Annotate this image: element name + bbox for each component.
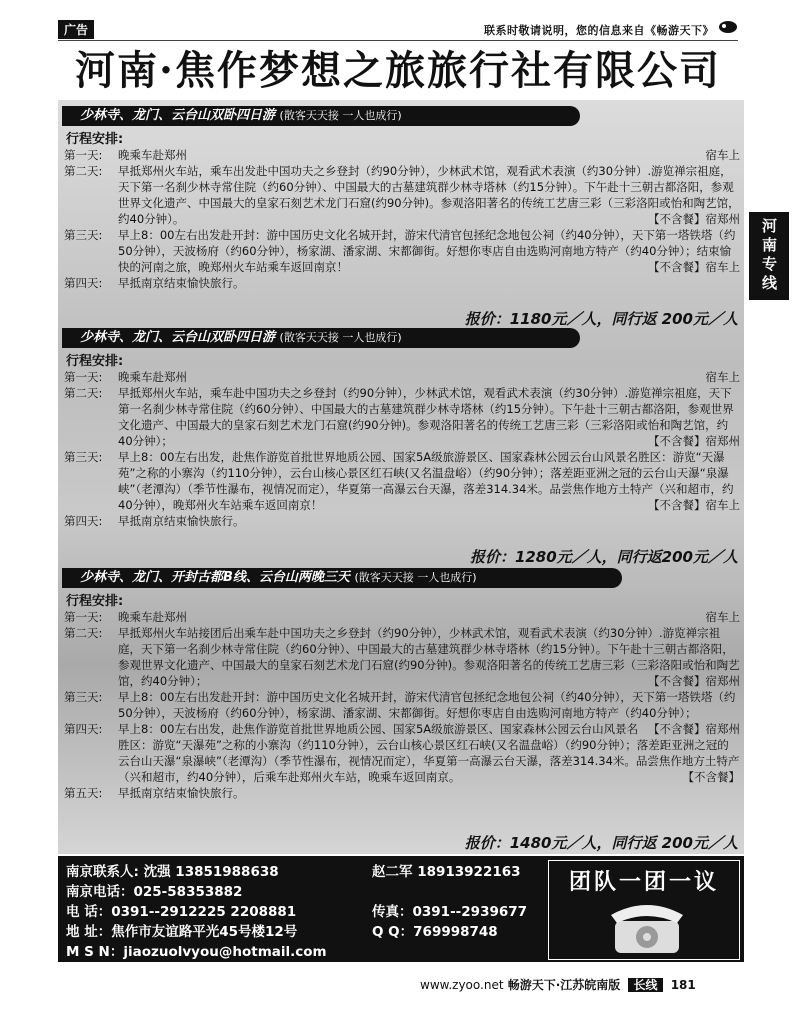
day-row (58, 785, 744, 801)
phone-line: 电 话：0391--2912225 2208881 (66, 904, 297, 920)
itinerary-label: 行程安排: (66, 594, 124, 609)
top-bar (58, 18, 738, 41)
day-label: 第二天: (64, 164, 103, 178)
day-label: 第一天: (64, 610, 103, 624)
slogan-box (548, 860, 740, 960)
lodging-tag: 【不含餐】宿车上 (648, 498, 740, 512)
day-text: 早抵郑州火车站，乘车出发赴中国功夫之乡登封（约90分钟），少林武术馆，观看武术表演（约30分钟）.游览禅宗祖庭，天下第一名刹少林寺常住院（约60分钟）、中国最大的古墓建筑群少林寺塔林（约15分钟）。下午赴十三朝古都洛阳，参观世界文化遗产、中国最大的皇家石刻艺术龙门石窟(约90分钟)。参观洛阳著名的传统工艺唐三彩（三彩洛阳或怡和陶艺馆，约40分钟）。 (118, 164, 740, 226)
day-label: 第三天: (64, 690, 103, 704)
route-title (62, 328, 580, 348)
contact-panel (58, 856, 744, 962)
lodging-tag: 【不含餐】宿郑州 (648, 722, 740, 736)
lodging-tag: 【不含餐】宿郑州 (648, 674, 740, 688)
section-tag: 长线 (628, 978, 662, 992)
day-text: 早抵南京结束愉快旅行。 (118, 786, 245, 800)
day-text: 早上8：00左右出发赴开封：游中国历史文化名城开封，游宋代清官包拯纪念地包公祠（约40分钟），天下第一塔铁塔（约50分钟），天波杨府（约60分钟），杨家湖、潘家湖、宋都御街。好想你枣店自由选购河南地方特产（约40分钟）；结束愉快的河南之旅，晚郑州火车站乘车返回南京！ (118, 228, 736, 274)
magazine-logo-icon (718, 18, 738, 36)
nanjing-phone: 南京电话：025-58353882 (66, 884, 243, 900)
itinerary-label: 行程安排: (66, 132, 124, 147)
lodging-tag: 宿车上 (705, 148, 740, 162)
route-subtitle: (散客天天接 一人也成行) (279, 331, 402, 344)
day-label: 第五天: (64, 786, 103, 800)
route-title (62, 106, 580, 126)
day-label: 第二天: (64, 386, 103, 400)
lodging-tag: 【不含餐】宿郑州 (648, 434, 740, 448)
day-text: 早上8：00左右出发，赴焦作游览首批世界地质公园、国家5A级旅游景区、国家森林公园云台山风景名胜区：游览“天瀑苑”之称的小寨沟（约110分钟），云台山核心景区红石峡(又名温盘峪）（约90分钟）；落差距亚洲之冠的云台山天瀑“泉瀑峡”（老潭沟）（季节性瀑布，视情况而定），华夏第一高瀑云台天瀑，落差314.34米。品尝焦作地方土特产（兴和超市，约40分钟），后乘车赴郑州火车站，晚乘车返回南京。 (118, 722, 740, 784)
price-label: 报价：1280元／人，同行返200元／人 (469, 548, 738, 566)
qq-line: Q Q：769998748 (372, 924, 498, 940)
page-number: 181 (670, 978, 696, 992)
day-row (58, 625, 744, 689)
day-text: 早抵郑州火车站，乘车赴中国功夫之乡登封（约90分钟），少林武术馆，观看武术表演（约30分钟）.游览禅宗祖庭，天下第一名刹少林寺常住院（约60分钟）、中国最大的古墓建筑群少林寺塔林（约15分钟）。下午赴十三朝古都洛阳，参观世界文化遗产、中国最大的皇家石刻艺术龙门石窟(约90分钟)。参观洛阳著名的传统工艺唐三彩（三彩洛阳或怡和陶艺馆，约40分钟）； (118, 386, 734, 448)
telephone-icon (607, 901, 687, 955)
page-footer (420, 976, 696, 993)
second-contact: 赵二军 18913922163 (372, 864, 521, 880)
day-row (58, 275, 744, 291)
lodging-tag: 【不含餐】宿郑州 (648, 212, 740, 226)
day-text: 早抵郑州火车站接团后出乘车赴中国功夫之乡登封（约90分钟），少林武术馆，观看武术表演（约30分钟）.游览禅宗祖庭，天下第一名刹少林寺常住院（约60分钟）、中国最大的古墓建筑群少林寺塔林（约15分钟）。下午赴十三朝古都洛阳，参观世界文化遗产、中国最大的皇家石刻艺术龙门石窟(约90分钟)。参观洛阳著名的传统工艺唐三彩（三彩洛阳或怡和陶艺馆，约40分钟）； (118, 626, 740, 688)
website-link[interactable]: www.zyoo.net (420, 978, 504, 992)
day-label: 第一天: (64, 370, 103, 384)
day-label: 第三天: (64, 228, 103, 242)
day-row (58, 385, 744, 449)
route-title (62, 568, 622, 588)
address-line: 地 址：焦作市友谊路平光45号楼12号 (66, 924, 298, 940)
nanjing-contact: 南京联系人: 沈强 13851988638 (66, 864, 279, 880)
lodging-tag: 宿车上 (705, 610, 740, 624)
day-text: 早抵南京结束愉快旅行。 (118, 276, 245, 290)
price-label: 报价：1180元／人，同行返 200元／人 (464, 310, 738, 328)
route-title-text: 少林寺、龙门、云台山双卧四日游 (80, 108, 276, 123)
route-title-text: 少林寺、龙门、开封古都B线、云台山两晚三天 (80, 570, 350, 585)
day-row (58, 449, 744, 513)
day-label: 第一天: (64, 148, 103, 162)
day-row (58, 369, 744, 385)
route-section-3 (58, 568, 744, 852)
slogan-text: 团队一团一议 (568, 870, 719, 895)
fax-line: 传真：0391--2939677 (372, 904, 528, 920)
day-text: 早上8：00左右出发，赴焦作游览首批世界地质公园、国家5A级旅游景区、国家森林公园云台山风景名胜区：游览“天瀑苑”之称的小寨沟（约110分钟），云台山核心景区红石峡(又名温盘峪）（约90分钟）；落差距亚洲之冠的云台山天瀑“泉瀑峡”（老潭沟）（季节性瀑布，视情况而定），华夏第一高瀑云台天瀑，落差314.34米。品尝焦作地方土特产（兴和超市，约40分钟），晚郑州火车站乘车返回南京！ (118, 450, 734, 512)
lodging-tag: 【不含餐】 (682, 770, 740, 784)
route-subtitle: (散客天天接 一人也成行) (354, 571, 477, 584)
day-label: 第三天: (64, 450, 103, 464)
route-section-2 (58, 328, 744, 566)
price-label: 报价：1480元／人，同行返 200元／人 (464, 834, 738, 852)
day-text: 早抵南京结束愉快旅行。 (118, 514, 245, 528)
day-row (58, 513, 744, 529)
publication-name: 畅游天下·江苏皖南版 (507, 978, 621, 992)
lodging-tag: 【不含餐】宿车上 (648, 260, 740, 274)
itinerary-panel (58, 100, 744, 854)
day-row (58, 147, 744, 163)
route-title-text: 少林寺、龙门、云台山双卧四日游 (80, 330, 276, 345)
day-label: 第四天: (64, 514, 103, 528)
day-row (58, 163, 744, 227)
day-text: 晚乘车赴郑州 (118, 370, 187, 384)
side-tab-henan: 河南专线 (749, 212, 789, 300)
ad-tag: 广告 (58, 20, 94, 39)
day-text: 早上8：00左右出发赴开封：游中国历史文化名城开封，游宋代清官包拯纪念地包公祠（约40分钟），天下第一塔铁塔（约50分钟），天波杨府（约60分钟），杨家湖、潘家湖、宋都御街。好想你枣店自由选购河南地方特产（约40分钟）； (118, 690, 736, 720)
route-section-1 (58, 106, 744, 328)
day-row (58, 227, 744, 275)
msn-line: M S N：jiaozuolvyou@hotmail.com (66, 944, 327, 960)
day-label: 第四天: (64, 722, 103, 736)
day-text: 晚乘车赴郑州 (118, 148, 187, 162)
source-note: 联系时敬请说明，您的信息来自《畅游天下》 (484, 24, 714, 37)
lodging-tag: 宿车上 (705, 370, 740, 384)
day-label: 第四天: (64, 276, 103, 290)
day-text: 晚乘车赴郑州 (118, 610, 187, 624)
day-row (58, 721, 744, 785)
day-label: 第二天: (64, 626, 103, 640)
itinerary-label: 行程安排: (66, 354, 124, 369)
route-subtitle: (散客天天接 一人也成行) (279, 109, 402, 122)
company-name: 河南·焦作梦想之旅旅行社有限公司 (75, 47, 721, 94)
day-row (58, 609, 744, 625)
